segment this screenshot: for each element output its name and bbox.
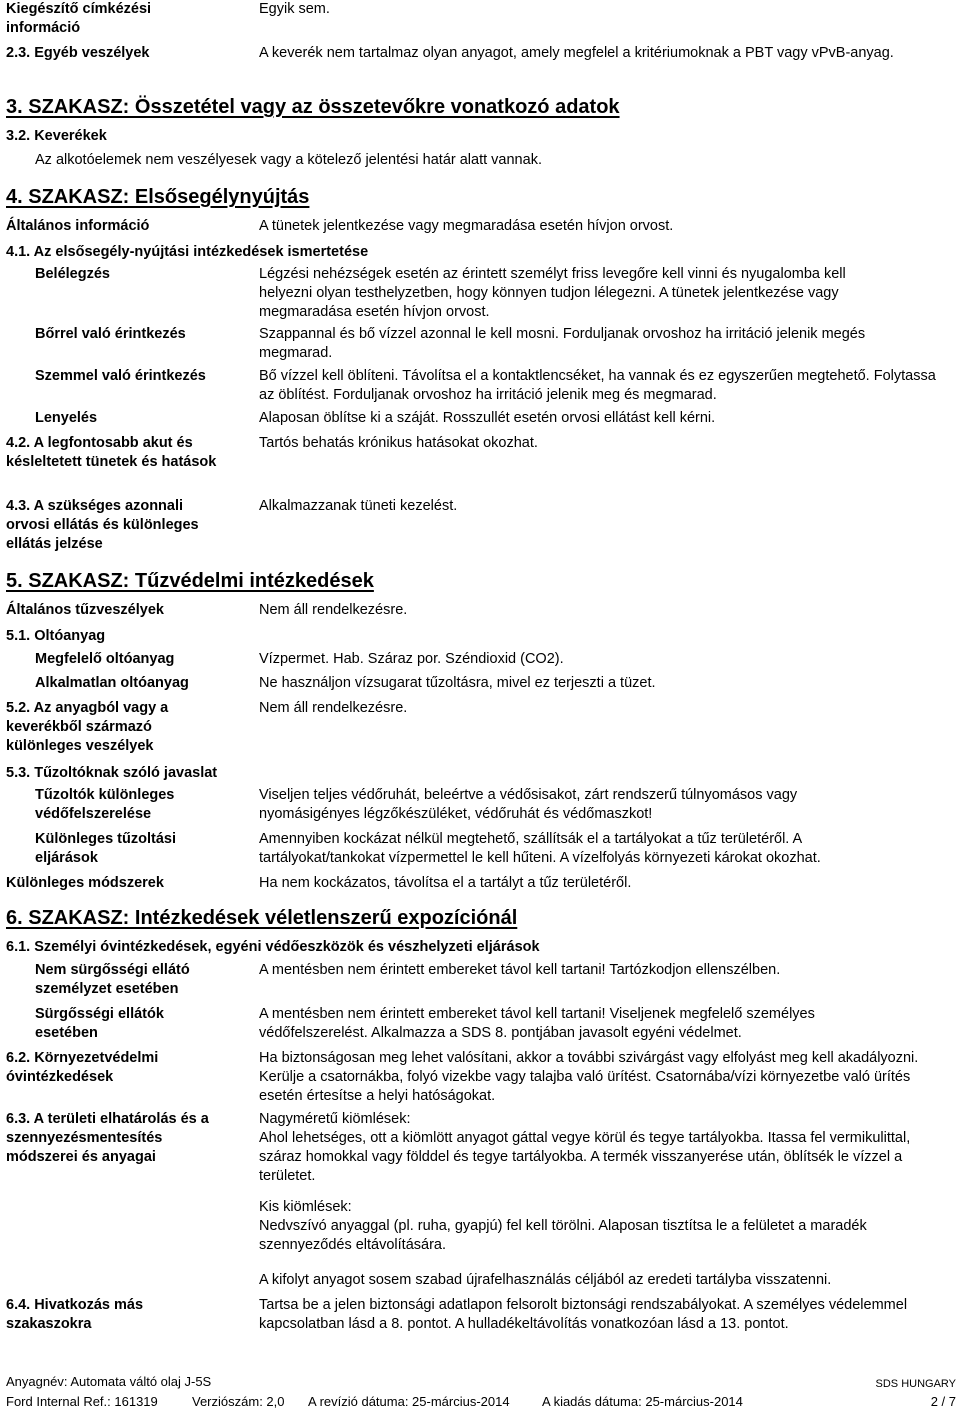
section-6-title: 6. SZAKASZ: Intézkedések véletlenszerű expozíciónál: [6, 907, 518, 929]
other-hazards-value: A keverék nem tartalmaz olyan anyagot, amely megfelel a kritériumoknak a PBT vagy vPvB-anyag.: [259, 45, 894, 61]
skin-contact-value: Szappannal és bő vízzel azonnal le kell mosni. Forduljanak orvoshoz ha irritáció jelenik megés megmarad.: [259, 326, 866, 361]
unsuitable-media-label: Alkalmatlan oltóanyag: [35, 675, 189, 691]
special-methods-value: Ha nem kockázatos, távolítsa el a tartályt a tűz területéről.: [259, 875, 632, 891]
firefighting-procedures-value: Amennyiben kockázat nélkül megtehető, szállítsák el a tartályokat a tűz területéről. A tartályokat/tankokat vízpermettel le kell hűteni. A vízelfolyás környezeti károkat okozhat.: [259, 831, 821, 866]
inhalation-value: Légzési nehézségek esetén az érintett személyt friss levegőre kell vinni és nyugalomba kell helyezni olyan testhelyzetben, hogy könnyen tudjon lélegezni. A tünetek jelentkezése vagy megmaradása esetén hívjon orvost.: [259, 266, 846, 320]
firefighting-procedures-label: Különleges tűzoltási eljárások: [35, 831, 176, 866]
suitable-media-value: Vízpermet. Hab. Száraz por. Széndioxid (CO2).: [259, 651, 564, 667]
medical-attention-value: Alkalmazzanak tüneti kezelést.: [259, 498, 458, 514]
mixtures-text: Az alkotóelemek nem veszélyesek vagy a kötelező jelentési határ alatt vannak.: [35, 152, 542, 168]
footer-sds: SDS HUNGARY: [875, 1378, 956, 1390]
footer-issue-date: A kiadás dátuma: 25-március-2014: [542, 1394, 743, 1409]
firefighter-ppe-label: Tűzoltók különleges védőfelszerelése: [35, 787, 175, 822]
emergency-responders-value: A mentésben nem érintett embereket távol kell tartani! Viseljenek megfelelő személyes védőfelszerelést. Alkalmazza a SDS 8. pontjában javasolt egyéni védelmet.: [259, 1006, 815, 1041]
footer-revision-date: A revízió dátuma: 25-március-2014: [308, 1394, 510, 1409]
first-aid-general-value: A tünetek jelentkezése vagy megmaradása esetén hívjon orvost.: [259, 218, 674, 234]
special-hazards-value: Nem áll rendelkezésre.: [259, 700, 408, 716]
reference-label: 6.4. Hivatkozás más szakaszokra: [6, 1297, 144, 1332]
inhalation-label: Belélegzés: [35, 266, 110, 282]
fire-hazards-value: Nem áll rendelkezésre.: [259, 602, 408, 618]
environmental-precautions-value: Ha biztonságosan meg lehet valósítani, akkor a további szivárgást vagy elfolyást meg kell akadályozni. Kerülje a csatornákba, folyó vizekbe vagy talajba való ürítést. Csatornába/vízi környezetbe való ürítés esetén értesítse a helyi hatóságokat.: [259, 1050, 919, 1104]
mixtures-label: 3.2. Keverékek: [6, 128, 107, 144]
ingestion-value: Alaposan öblítse ki a száját. Rosszullét esetén orvosi ellátást kell kérni.: [259, 410, 716, 426]
section-5-title: 5. SZAKASZ: Tűzvédelmi intézkedések: [6, 570, 374, 592]
firefighters-advice-title: 5.3. Tűzoltóknak szóló javaslat: [6, 765, 218, 781]
non-emergency-value: A mentésben nem érintett embereket távol kell tartani! Tartózkodjon ellenszélben.: [259, 962, 781, 978]
no-reuse-text: A kifolyt anyagot sosem szabad újrafelhasználás céljából az eredeti tartályba visszatenni.: [259, 1272, 832, 1288]
supplemental-label: Kiegészítő címkézési információ: [6, 1, 152, 36]
large-spills-text: Ahol lehetséges, ott a kiömlött anyagot gáttal vegye körül és tegye tartályokba. Itassa fel vermikulittal, száraz homokkal vagy földdel és tegye tartályokba. A termék visszanyerése után, öblítsék le vízzel a területet.: [259, 1130, 911, 1184]
skin-contact-label: Bőrrel való érintkezés: [35, 326, 186, 342]
firefighter-ppe-value: Viseljen teljes védőruhát, beleértve a védősisakot, zárt rendszerű túlnyomásos vagy nyomásigényes légzőkészüléket, védőruhát és védőmaszkot!: [259, 787, 798, 822]
non-emergency-label: Nem sürgősségi ellátó személyzet esetében: [35, 962, 190, 997]
emergency-responders-label: Sürgősségi ellátók esetében: [35, 1006, 164, 1041]
personal-precautions-title: 6.1. Személyi óvintézkedések, egyéni védőeszközök és vészhelyzeti eljárások: [6, 939, 540, 955]
footer-page: 2 / 7: [930, 1394, 956, 1409]
eye-contact-label: Szemmel való érintkezés: [35, 368, 206, 384]
special-methods-label: Különleges módszerek: [6, 875, 164, 891]
footer-version: Verziószám: 2,0: [192, 1394, 285, 1409]
medical-attention-label: 4.3. A szükséges azonnali orvosi ellátás és különleges ellátás jelzése: [6, 498, 199, 552]
eye-contact-value: Bő vízzel kell öblíteni. Távolítsa el a kontaktlencséket, ha vannak és ez egyszerűen megtehető. Folytassa az öblítést. Forduljanak orvoshoz ha irritáció jelenik meg és megmarad.: [259, 368, 936, 403]
environmental-precautions-label: 6.2. Környezetvédelmi óvintézkedések: [6, 1050, 159, 1085]
first-aid-measures-title: 4.1. Az elsősegély-nyújtási intézkedések ismertetése: [6, 244, 369, 260]
fire-hazards-label: Általános tűzveszélyek: [6, 602, 164, 618]
symptoms-value: Tartós behatás krónikus hatásokat okozhat.: [259, 435, 538, 451]
unsuitable-media-value: Ne használjon vízsugarat tűzoltásra, mivel ez terjeszti a tüzet.: [259, 675, 656, 691]
special-hazards-label: 5.2. Az anyagból vagy a keverékből származó különleges veszélyek: [6, 700, 169, 754]
extinguishing-media-title: 5.1. Oltóanyag: [6, 628, 106, 644]
large-spills-title: Nagyméretű kiömlések:: [259, 1111, 411, 1127]
footer-ref: Ford Internal Ref.: 161319: [6, 1394, 158, 1409]
small-spills-text: Nedvszívó anyaggal (pl. ruha, gyapjú) fel kell törölni. Alaposan tisztítsa le a felületet a maradék szennyeződés eltávolítására.: [259, 1218, 867, 1253]
reference-value: Tartsa be a jelen biztonsági adatlapon felsorolt biztonsági rendszabályokat. A személyes védelemmel kapcsolatban lásd a 8. pontot. A hulladékeltávolítás vonatkozóan lásd a 13. pontot.: [259, 1297, 908, 1332]
section-3-title: 3. SZAKASZ: Összetétel vagy az összetevőkre vonatkozó adatok: [6, 96, 620, 118]
other-hazards-label: 2.3. Egyéb veszélyek: [6, 45, 150, 61]
ingestion-label: Lenyelés: [35, 410, 98, 426]
first-aid-general-label: Általános információ: [6, 218, 150, 234]
symptoms-label: 4.2. A legfontosabb akut és késleltetett tünetek és hatások: [6, 435, 217, 470]
suitable-media-label: Megfelelő oltóanyag: [35, 651, 175, 667]
section-4-title: 4. SZAKASZ: Elsősegélynyújtás: [6, 186, 310, 208]
small-spills-title: Kis kiömlések:: [259, 1199, 352, 1215]
containment-label: 6.3. A területi elhatárolás és a szennyezésmentesítés módszerei és anyagai: [6, 1111, 209, 1165]
footer-product: Anyagnév: Automata váltó olaj J-5S: [6, 1374, 212, 1389]
supplemental-value: Egyik sem.: [259, 1, 330, 17]
